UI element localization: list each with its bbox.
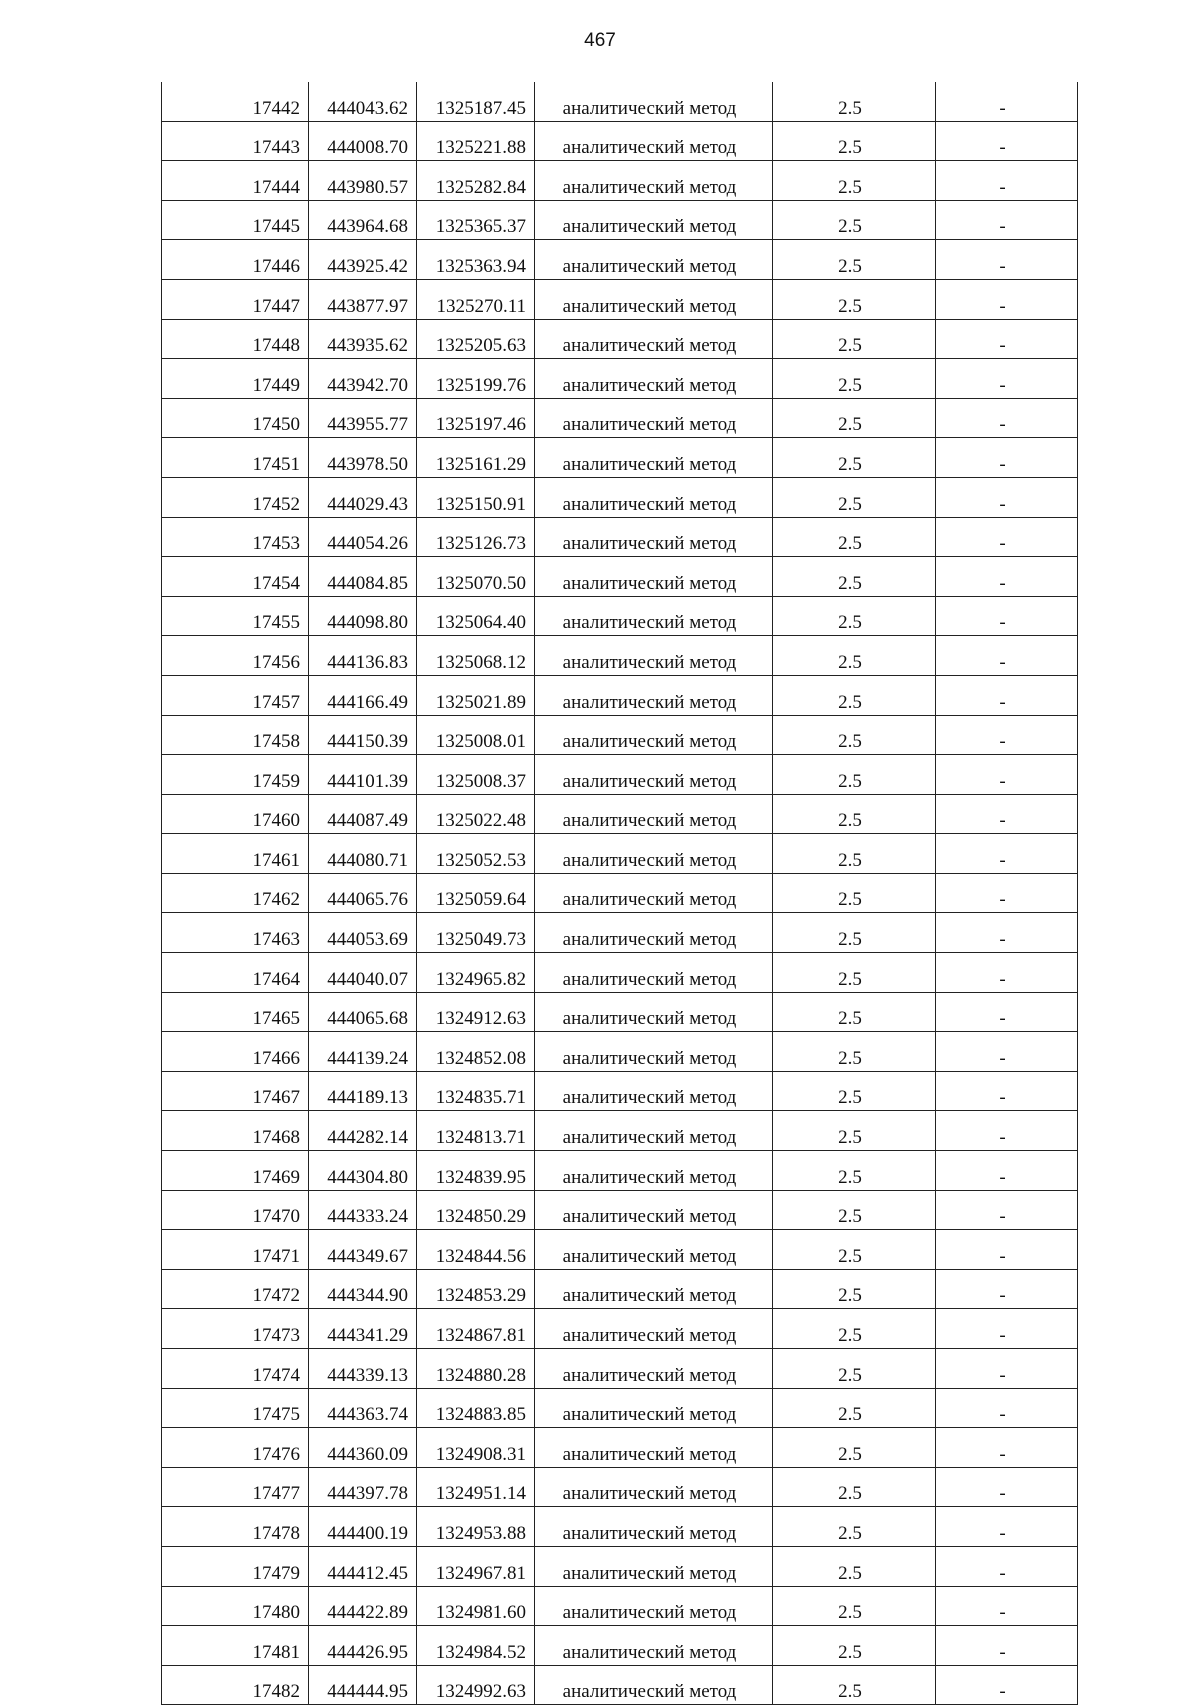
accuracy-cell: 2.5	[773, 319, 936, 359]
x-coordinate-cell: 443877.97	[309, 279, 417, 319]
note-cell: -	[936, 1428, 1078, 1468]
point-number-cell: 17458	[162, 715, 309, 755]
method-cell: аналитический метод	[535, 675, 773, 715]
table-row	[162, 873, 1078, 913]
y-coordinate-cell: 1325150.91	[417, 477, 535, 517]
method-cell: аналитический метод	[535, 200, 773, 240]
table-row	[162, 121, 1078, 161]
y-coordinate-cell: 1324981.60	[417, 1586, 535, 1626]
table-row	[162, 1190, 1078, 1230]
x-coordinate-cell: 444304.80	[309, 1151, 417, 1191]
method-cell: аналитический метод	[535, 794, 773, 834]
y-coordinate-cell: 1325126.73	[417, 517, 535, 557]
accuracy-cell: 2.5	[773, 596, 936, 636]
point-number-cell: 17478	[162, 1507, 309, 1547]
y-coordinate-cell: 1324839.95	[417, 1151, 535, 1191]
table-row	[162, 1428, 1078, 1468]
accuracy-cell: 2.5	[773, 953, 936, 993]
method-cell: аналитический метод	[535, 992, 773, 1032]
method-cell: аналитический метод	[535, 161, 773, 201]
table-row	[162, 1665, 1078, 1705]
accuracy-cell: 2.5	[773, 1665, 936, 1705]
table-row	[162, 992, 1078, 1032]
y-coordinate-cell: 1325052.53	[417, 834, 535, 874]
method-cell: аналитический метод	[535, 1309, 773, 1349]
y-coordinate-cell: 1324853.29	[417, 1269, 535, 1309]
note-cell: -	[936, 398, 1078, 438]
method-cell: аналитический метод	[535, 398, 773, 438]
y-coordinate-cell: 1325363.94	[417, 240, 535, 280]
table-row	[162, 240, 1078, 280]
x-coordinate-cell: 444341.29	[309, 1309, 417, 1349]
x-coordinate-cell: 444400.19	[309, 1507, 417, 1547]
table-row	[162, 953, 1078, 993]
y-coordinate-cell: 1324992.63	[417, 1665, 535, 1705]
method-cell: аналитический метод	[535, 438, 773, 478]
method-cell: аналитический метод	[535, 873, 773, 913]
x-coordinate-cell: 444397.78	[309, 1467, 417, 1507]
point-number-cell: 17454	[162, 557, 309, 597]
method-cell: аналитический метод	[535, 913, 773, 953]
page-number: 467	[584, 30, 616, 51]
point-number-cell: 17468	[162, 1111, 309, 1151]
x-coordinate-cell: 444065.68	[309, 992, 417, 1032]
point-number-cell: 17481	[162, 1626, 309, 1666]
accuracy-cell: 2.5	[773, 873, 936, 913]
table-row	[162, 1111, 1078, 1151]
method-cell: аналитический метод	[535, 596, 773, 636]
method-cell: аналитический метод	[535, 1269, 773, 1309]
y-coordinate-cell: 1325365.37	[417, 200, 535, 240]
method-cell: аналитический метод	[535, 1546, 773, 1586]
point-number-cell: 17444	[162, 161, 309, 201]
note-cell: -	[936, 121, 1078, 161]
x-coordinate-cell: 444101.39	[309, 755, 417, 795]
x-coordinate-cell: 444150.39	[309, 715, 417, 755]
accuracy-cell: 2.5	[773, 121, 936, 161]
note-cell: -	[936, 240, 1078, 280]
table-row	[162, 517, 1078, 557]
table-row	[162, 675, 1078, 715]
note-cell: -	[936, 1349, 1078, 1389]
x-coordinate-cell: 444189.13	[309, 1071, 417, 1111]
note-cell: -	[936, 517, 1078, 557]
table-row	[162, 715, 1078, 755]
note-cell: -	[936, 953, 1078, 993]
y-coordinate-cell: 1325187.45	[417, 82, 535, 121]
table-row	[162, 477, 1078, 517]
point-number-cell: 17452	[162, 477, 309, 517]
note-cell: -	[936, 1388, 1078, 1428]
y-coordinate-cell: 1324880.28	[417, 1349, 535, 1389]
x-coordinate-cell: 444084.85	[309, 557, 417, 597]
note-cell: -	[936, 636, 1078, 676]
point-number-cell: 17456	[162, 636, 309, 676]
x-coordinate-cell: 444136.83	[309, 636, 417, 676]
x-coordinate-cell: 444333.24	[309, 1190, 417, 1230]
table-row	[162, 1586, 1078, 1626]
y-coordinate-cell: 1324908.31	[417, 1428, 535, 1468]
table-row	[162, 82, 1078, 121]
table-row	[162, 398, 1078, 438]
point-number-cell: 17460	[162, 794, 309, 834]
x-coordinate-cell: 444349.67	[309, 1230, 417, 1270]
y-coordinate-cell: 1324835.71	[417, 1071, 535, 1111]
method-cell: аналитический метод	[535, 1626, 773, 1666]
method-cell: аналитический метод	[535, 755, 773, 795]
y-coordinate-cell: 1325064.40	[417, 596, 535, 636]
method-cell: аналитический метод	[535, 715, 773, 755]
point-number-cell: 17475	[162, 1388, 309, 1428]
x-coordinate-cell: 444008.70	[309, 121, 417, 161]
point-number-cell: 17442	[162, 82, 309, 121]
x-coordinate-cell: 443955.77	[309, 398, 417, 438]
accuracy-cell: 2.5	[773, 1586, 936, 1626]
table-row	[162, 1546, 1078, 1586]
accuracy-cell: 2.5	[773, 557, 936, 597]
note-cell: -	[936, 755, 1078, 795]
y-coordinate-cell: 1324967.81	[417, 1546, 535, 1586]
accuracy-cell: 2.5	[773, 1349, 936, 1389]
x-coordinate-cell: 443935.62	[309, 319, 417, 359]
accuracy-cell: 2.5	[773, 1071, 936, 1111]
x-coordinate-cell: 443964.68	[309, 200, 417, 240]
note-cell: -	[936, 1111, 1078, 1151]
y-coordinate-cell: 1325022.48	[417, 794, 535, 834]
table-row	[162, 1230, 1078, 1270]
note-cell: -	[936, 1269, 1078, 1309]
accuracy-cell: 2.5	[773, 279, 936, 319]
accuracy-cell: 2.5	[773, 1428, 936, 1468]
method-cell: аналитический метод	[535, 1665, 773, 1705]
coordinates-table	[161, 82, 1078, 1705]
point-number-cell: 17461	[162, 834, 309, 874]
point-number-cell: 17480	[162, 1586, 309, 1626]
accuracy-cell: 2.5	[773, 1546, 936, 1586]
y-coordinate-cell: 1325161.29	[417, 438, 535, 478]
accuracy-cell: 2.5	[773, 1151, 936, 1191]
accuracy-cell: 2.5	[773, 1507, 936, 1547]
note-cell: -	[936, 477, 1078, 517]
accuracy-cell: 2.5	[773, 1032, 936, 1072]
y-coordinate-cell: 1325008.01	[417, 715, 535, 755]
method-cell: аналитический метод	[535, 517, 773, 557]
note-cell: -	[936, 715, 1078, 755]
method-cell: аналитический метод	[535, 359, 773, 399]
table-row	[162, 557, 1078, 597]
accuracy-cell: 2.5	[773, 1626, 936, 1666]
y-coordinate-cell: 1325199.76	[417, 359, 535, 399]
method-cell: аналитический метод	[535, 1388, 773, 1428]
x-coordinate-cell: 443925.42	[309, 240, 417, 280]
note-cell: -	[936, 596, 1078, 636]
x-coordinate-cell: 444029.43	[309, 477, 417, 517]
accuracy-cell: 2.5	[773, 636, 936, 676]
method-cell: аналитический метод	[535, 1586, 773, 1626]
point-number-cell: 17459	[162, 755, 309, 795]
x-coordinate-cell: 444053.69	[309, 913, 417, 953]
accuracy-cell: 2.5	[773, 161, 936, 201]
point-number-cell: 17443	[162, 121, 309, 161]
point-number-cell: 17464	[162, 953, 309, 993]
y-coordinate-cell: 1325070.50	[417, 557, 535, 597]
x-coordinate-cell: 443978.50	[309, 438, 417, 478]
x-coordinate-cell: 444339.13	[309, 1349, 417, 1389]
note-cell: -	[936, 438, 1078, 478]
y-coordinate-cell: 1325059.64	[417, 873, 535, 913]
point-number-cell: 17472	[162, 1269, 309, 1309]
method-cell: аналитический метод	[535, 477, 773, 517]
point-number-cell: 17457	[162, 675, 309, 715]
method-cell: аналитический метод	[535, 1349, 773, 1389]
point-number-cell: 17479	[162, 1546, 309, 1586]
table-row	[162, 755, 1078, 795]
table-row	[162, 1309, 1078, 1349]
point-number-cell: 17450	[162, 398, 309, 438]
table-row	[162, 913, 1078, 953]
y-coordinate-cell: 1324813.71	[417, 1111, 535, 1151]
note-cell: -	[936, 913, 1078, 953]
method-cell: аналитический метод	[535, 121, 773, 161]
y-coordinate-cell: 1325205.63	[417, 319, 535, 359]
note-cell: -	[936, 359, 1078, 399]
x-coordinate-cell: 444065.76	[309, 873, 417, 913]
accuracy-cell: 2.5	[773, 240, 936, 280]
table-body	[162, 82, 1078, 1705]
accuracy-cell: 2.5	[773, 82, 936, 121]
note-cell: -	[936, 1507, 1078, 1547]
table-row	[162, 438, 1078, 478]
x-coordinate-cell: 444087.49	[309, 794, 417, 834]
table-row	[162, 1032, 1078, 1072]
accuracy-cell: 2.5	[773, 517, 936, 557]
accuracy-cell: 2.5	[773, 1230, 936, 1270]
note-cell: -	[936, 794, 1078, 834]
accuracy-cell: 2.5	[773, 438, 936, 478]
accuracy-cell: 2.5	[773, 992, 936, 1032]
point-number-cell: 17477	[162, 1467, 309, 1507]
y-coordinate-cell: 1324912.63	[417, 992, 535, 1032]
note-cell: -	[936, 82, 1078, 121]
x-coordinate-cell: 444412.45	[309, 1546, 417, 1586]
point-number-cell: 17471	[162, 1230, 309, 1270]
accuracy-cell: 2.5	[773, 755, 936, 795]
y-coordinate-cell: 1324951.14	[417, 1467, 535, 1507]
point-number-cell: 17476	[162, 1428, 309, 1468]
method-cell: аналитический метод	[535, 1151, 773, 1191]
y-coordinate-cell: 1324844.56	[417, 1230, 535, 1270]
accuracy-cell: 2.5	[773, 1269, 936, 1309]
table-row	[162, 1071, 1078, 1111]
y-coordinate-cell: 1325270.11	[417, 279, 535, 319]
table-row	[162, 636, 1078, 676]
accuracy-cell: 2.5	[773, 1467, 936, 1507]
point-number-cell: 17448	[162, 319, 309, 359]
table-row	[162, 1269, 1078, 1309]
note-cell: -	[936, 279, 1078, 319]
point-number-cell: 17455	[162, 596, 309, 636]
note-cell: -	[936, 557, 1078, 597]
accuracy-cell: 2.5	[773, 834, 936, 874]
y-coordinate-cell: 1325197.46	[417, 398, 535, 438]
note-cell: -	[936, 1665, 1078, 1705]
note-cell: -	[936, 1230, 1078, 1270]
table-row	[162, 1151, 1078, 1191]
accuracy-cell: 2.5	[773, 398, 936, 438]
accuracy-cell: 2.5	[773, 1111, 936, 1151]
table-row	[162, 279, 1078, 319]
point-number-cell: 17465	[162, 992, 309, 1032]
y-coordinate-cell: 1325008.37	[417, 755, 535, 795]
method-cell: аналитический метод	[535, 834, 773, 874]
note-cell: -	[936, 1032, 1078, 1072]
accuracy-cell: 2.5	[773, 1309, 936, 1349]
method-cell: аналитический метод	[535, 1467, 773, 1507]
x-coordinate-cell: 444043.62	[309, 82, 417, 121]
x-coordinate-cell: 444098.80	[309, 596, 417, 636]
note-cell: -	[936, 1546, 1078, 1586]
y-coordinate-cell: 1324883.85	[417, 1388, 535, 1428]
point-number-cell: 17451	[162, 438, 309, 478]
y-coordinate-cell: 1324953.88	[417, 1507, 535, 1547]
accuracy-cell: 2.5	[773, 715, 936, 755]
x-coordinate-cell: 444426.95	[309, 1626, 417, 1666]
y-coordinate-cell: 1324852.08	[417, 1032, 535, 1072]
note-cell: -	[936, 873, 1078, 913]
point-number-cell: 17482	[162, 1665, 309, 1705]
table-row	[162, 834, 1078, 874]
point-number-cell: 17466	[162, 1032, 309, 1072]
point-number-cell: 17462	[162, 873, 309, 913]
y-coordinate-cell: 1324850.29	[417, 1190, 535, 1230]
method-cell: аналитический метод	[535, 319, 773, 359]
note-cell: -	[936, 1626, 1078, 1666]
method-cell: аналитический метод	[535, 953, 773, 993]
accuracy-cell: 2.5	[773, 359, 936, 399]
table-row	[162, 794, 1078, 834]
method-cell: аналитический метод	[535, 240, 773, 280]
method-cell: аналитический метод	[535, 1032, 773, 1072]
method-cell: аналитический метод	[535, 1071, 773, 1111]
note-cell: -	[936, 992, 1078, 1032]
point-number-cell: 17446	[162, 240, 309, 280]
point-number-cell: 17445	[162, 200, 309, 240]
note-cell: -	[936, 1071, 1078, 1111]
point-number-cell: 17463	[162, 913, 309, 953]
x-coordinate-cell: 444282.14	[309, 1111, 417, 1151]
point-number-cell: 17467	[162, 1071, 309, 1111]
accuracy-cell: 2.5	[773, 1388, 936, 1428]
table-row	[162, 596, 1078, 636]
point-number-cell: 17449	[162, 359, 309, 399]
accuracy-cell: 2.5	[773, 1190, 936, 1230]
point-number-cell: 17474	[162, 1349, 309, 1389]
note-cell: -	[936, 675, 1078, 715]
y-coordinate-cell: 1324867.81	[417, 1309, 535, 1349]
table-row	[162, 161, 1078, 201]
note-cell: -	[936, 1151, 1078, 1191]
x-coordinate-cell: 444040.07	[309, 953, 417, 993]
x-coordinate-cell: 444054.26	[309, 517, 417, 557]
table-row	[162, 1388, 1078, 1428]
x-coordinate-cell: 444166.49	[309, 675, 417, 715]
accuracy-cell: 2.5	[773, 913, 936, 953]
accuracy-cell: 2.5	[773, 675, 936, 715]
table-row	[162, 319, 1078, 359]
accuracy-cell: 2.5	[773, 200, 936, 240]
table-row	[162, 1507, 1078, 1547]
table-row	[162, 359, 1078, 399]
point-number-cell: 17473	[162, 1309, 309, 1349]
note-cell: -	[936, 1309, 1078, 1349]
method-cell: аналитический метод	[535, 82, 773, 121]
y-coordinate-cell: 1325049.73	[417, 913, 535, 953]
x-coordinate-cell: 443980.57	[309, 161, 417, 201]
y-coordinate-cell: 1325021.89	[417, 675, 535, 715]
method-cell: аналитический метод	[535, 1507, 773, 1547]
x-coordinate-cell: 443942.70	[309, 359, 417, 399]
table-row	[162, 1467, 1078, 1507]
y-coordinate-cell: 1324965.82	[417, 953, 535, 993]
note-cell: -	[936, 1586, 1078, 1626]
note-cell: -	[936, 1467, 1078, 1507]
x-coordinate-cell: 444363.74	[309, 1388, 417, 1428]
y-coordinate-cell: 1325068.12	[417, 636, 535, 676]
table-row	[162, 200, 1078, 240]
note-cell: -	[936, 834, 1078, 874]
method-cell: аналитический метод	[535, 1428, 773, 1468]
point-number-cell: 17470	[162, 1190, 309, 1230]
accuracy-cell: 2.5	[773, 477, 936, 517]
note-cell: -	[936, 1190, 1078, 1230]
x-coordinate-cell: 444444.95	[309, 1665, 417, 1705]
method-cell: аналитический метод	[535, 1230, 773, 1270]
note-cell: -	[936, 319, 1078, 359]
point-number-cell: 17453	[162, 517, 309, 557]
x-coordinate-cell: 444422.89	[309, 1586, 417, 1626]
point-number-cell: 17469	[162, 1151, 309, 1191]
method-cell: аналитический метод	[535, 1190, 773, 1230]
table-row	[162, 1349, 1078, 1389]
y-coordinate-cell: 1324984.52	[417, 1626, 535, 1666]
method-cell: аналитический метод	[535, 636, 773, 676]
note-cell: -	[936, 200, 1078, 240]
method-cell: аналитический метод	[535, 279, 773, 319]
y-coordinate-cell: 1325282.84	[417, 161, 535, 201]
point-number-cell: 17447	[162, 279, 309, 319]
x-coordinate-cell: 444344.90	[309, 1269, 417, 1309]
x-coordinate-cell: 444139.24	[309, 1032, 417, 1072]
note-cell: -	[936, 161, 1078, 201]
x-coordinate-cell: 444080.71	[309, 834, 417, 874]
y-coordinate-cell: 1325221.88	[417, 121, 535, 161]
x-coordinate-cell: 444360.09	[309, 1428, 417, 1468]
table-row	[162, 1626, 1078, 1666]
method-cell: аналитический метод	[535, 557, 773, 597]
method-cell: аналитический метод	[535, 1111, 773, 1151]
accuracy-cell: 2.5	[773, 794, 936, 834]
